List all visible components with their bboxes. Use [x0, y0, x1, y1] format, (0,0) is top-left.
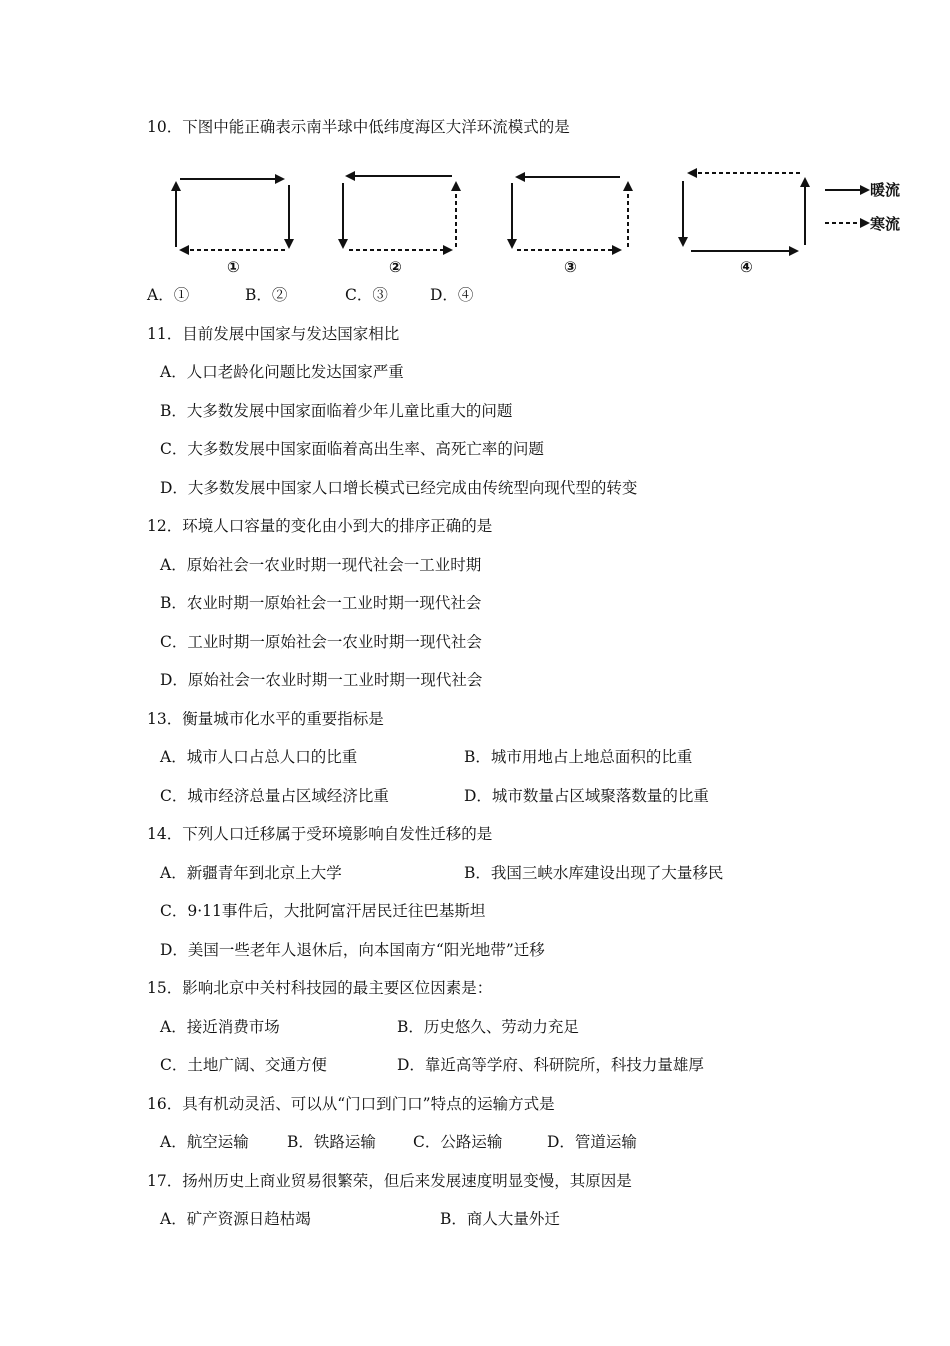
figure-label-2: ② [389, 258, 402, 276]
question-10-stem: 10．下图中能正确表示南半球中低纬度海区大洋环流模式的是 [147, 118, 570, 136]
q13-option-b: B．城市用地占上地总面积的比重 [464, 748, 693, 766]
q10-option-b: B．② [245, 286, 288, 304]
q16-option-d: D．管道运输 [547, 1133, 637, 1151]
question-15-stem: 15．影响北京中关村科技园的最主要区位因素是： [147, 979, 493, 997]
question-14-stem: 14．下列人口迁移属于受环境影响自发性迁移的是 [147, 825, 493, 843]
figure-2 [343, 176, 456, 250]
figure-label-4: ④ [740, 258, 753, 276]
legend-warm-label: 暖流 [870, 181, 901, 199]
q10-option-a: A．① [147, 286, 190, 304]
q16-option-b: B．铁路运输 [287, 1133, 376, 1151]
q14-option-d: D．美国一些老年人退休后，向本国南方“阳光地带”迁移 [160, 941, 545, 959]
figure-label-3: ③ [564, 258, 577, 276]
q12-option-b: B．农业时期一原始社会一工业时期一现代社会 [160, 594, 482, 612]
q15-option-d: D．靠近高等学府、科研院所，科技力量雄厚 [397, 1056, 704, 1074]
question-12-stem: 12．环境人口容量的变化由小到大的排序正确的是 [147, 517, 493, 535]
q15-option-c: C．土地广阔、交通方便 [160, 1056, 327, 1074]
ocean-circulation-diagram [165, 165, 925, 280]
q15-option-a: A．接近消费市场 [160, 1018, 280, 1036]
figure-label-1: ① [227, 258, 240, 276]
figure-1 [176, 179, 289, 250]
q10-option-c: C．③ [345, 286, 388, 304]
q11-option-b: B．大多数发展中国家面临着少年儿童比重大的问题 [160, 402, 513, 420]
q16-option-c: C．公路运输 [413, 1133, 503, 1151]
q11-option-d: D．大多数发展中国家人口增长模式已经完成由传统型向现代型的转变 [160, 479, 638, 497]
q12-option-a: A．原始社会一农业时期一现代社会一工业时期 [160, 556, 482, 574]
q13-option-d: D．城市数量占区域聚落数量的比重 [464, 787, 709, 805]
q14-option-c: C．9·11事件后，大批阿富汗居民迁往巴基斯坦 [160, 902, 486, 920]
question-13-stem: 13．衡量城市化水平的重要指标是 [147, 710, 384, 728]
question-16-stem: 16．具有机动灵活、可以从“门口到门口”特点的运输方式是 [147, 1095, 555, 1113]
q16-option-a: A．航空运输 [160, 1133, 249, 1151]
legend-cold-label: 寒流 [870, 215, 901, 233]
q17-option-b: B．商人大量外迁 [440, 1210, 560, 1228]
q14-option-a: A．新疆青年到北京上大学 [160, 864, 342, 882]
q13-option-a: A．城市人口占总人口的比重 [160, 748, 358, 766]
q14-option-b: B．我国三峡水库建设出现了大量移民 [464, 864, 724, 882]
q12-option-c: C．工业时期一原始社会一农业时期一现代社会 [160, 633, 482, 651]
figure-4 [683, 173, 805, 251]
question-17-stem: 17．扬州历史上商业贸易很繁荣，但后来发展速度明显变慢，其原因是 [147, 1172, 632, 1190]
q11-option-c: C．大多数发展中国家面临着高出生率、高死亡率的问题 [160, 440, 544, 458]
figure-3 [512, 177, 628, 250]
q13-option-c: C．城市经济总量占区域经济比重 [160, 787, 389, 805]
q11-option-a: A．人口老龄化问题比发达国家严重 [160, 363, 404, 381]
q10-option-d: D．④ [430, 286, 474, 304]
q17-option-a: A．矿产资源日趋枯竭 [160, 1210, 311, 1228]
question-11-stem: 11．目前发展中国家与发达国家相比 [147, 325, 400, 343]
q15-option-b: B．历史悠久、劳动力充足 [397, 1018, 579, 1036]
q12-option-d: D．原始社会一农业时期一工业时期一现代社会 [160, 671, 483, 689]
legend [825, 190, 868, 223]
